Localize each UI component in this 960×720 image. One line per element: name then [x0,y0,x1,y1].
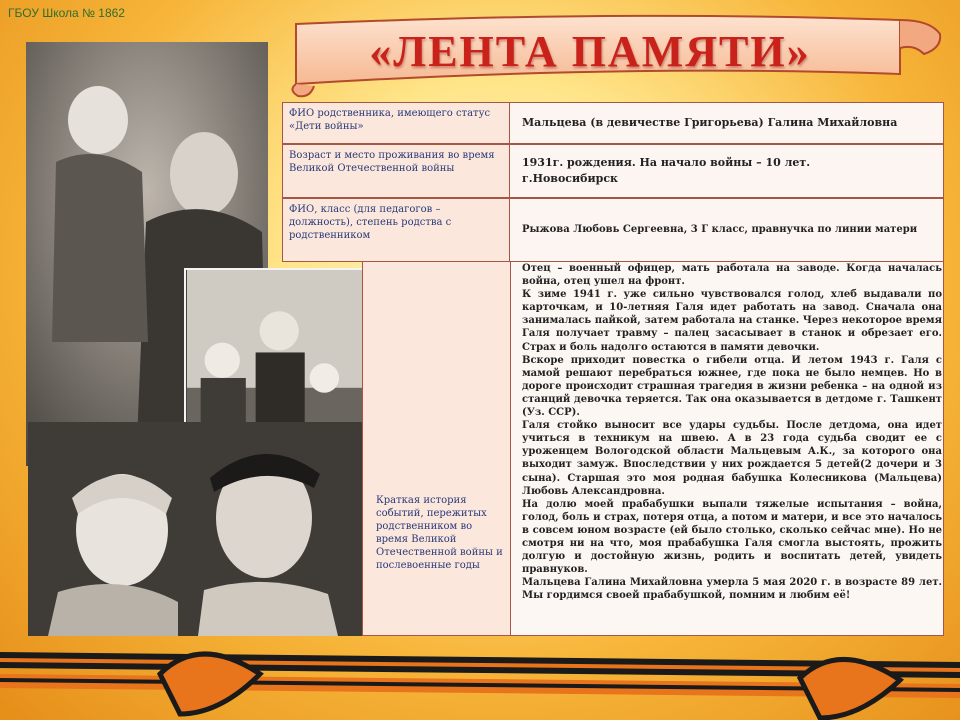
story-label: Краткая история событий, пережитых родственником во время Великой Отечественной войны и послевоенные годы [376,495,503,571]
relative-name: Мальцева (в девичестве Григорьева) Галина Михайловна [522,116,898,129]
story-text [522,262,942,602]
table-row [282,144,944,198]
table-row [282,198,944,262]
row-label: ФИО родственника, имеющего статус «Дети войны» [282,102,510,144]
story-paragraph: На долю моей прабабушки выпали тяжелые испытания – война, голод, боль и страх, потеря отца, а потом и матери, и все это началось в совсем юном возрасте (ей было столько, сколько сейчас мне). Но не смотря ни на что, моя прабабушка Галя смогла выстоять, прожить долгую и достойную жизнь, родить и воспитать детей, увидеть правнуков. [522,498,942,576]
student-info: Рыжова Любовь Сергеевна, 3 Г класс, правнучка по линии матери [522,224,918,235]
story-paragraph: Галя стойко выносит все удары судьбы. После детдома, она идет учиться в техникум на швею. А в 23 года судьба сводит ее с уроженцем Вологодской области Мальцевым А.К., за которого она выходит замуж. Впоследствии у них рождается 5 детей(2 дочери и 3 сына). Старшая это моя родная бабушка Колесникова (Мальцева) Любовь Александровна. [522,420,942,497]
photo-couple [28,422,362,636]
city: г.Новосибирск [522,172,618,185]
page-title: «ЛЕНТА ПАМЯТИ» [369,27,811,76]
table-row [282,102,944,144]
st-george-ribbon [0,634,960,720]
story-paragraph: Мальцева Галина Михайловна умерла 5 мая 2020 г. в возрасте 89 лет. Мы гордимся своей прабабушкой, помним и любим её! [522,577,942,602]
row-label: Возраст и место проживания во время Великой Отечественной войны [282,144,510,198]
story-paragraph: Вскоре приходит повестка о гибели отца. И летом 1943 г. Галя с мамой решают перебраться южнее, где пока не было немцев. Но в дороге происходит страшная трагедия в жизни ребенка – на одной из станций девочка теряется. Так она оказывается в детдоме г. Ташкент (Уз. ССР). [522,354,942,419]
birth-year: 1931г. рождения. На начало войны – 10 лет. [522,156,811,169]
row-label: ФИО, класс (для педагогов – должность), степень родства с родственником [282,198,510,262]
story-paragraph: К зиме 1941 г. уже сильно чувствовался голод, хлеб выдавали по карточкам, и 10-летняя Галя идет работать на завод. Сначала она занималась пайкой, затем работала на станке. Через некоторое время Галя получает травму – палец засасывает в станок и обрезает его. Страх и боль надолго остаются в памяти девочки. [522,289,942,353]
school-name: ГБОУ Школа № 1862 [8,6,125,20]
story-paragraph: Отец – военный офицер, мать работала на заводе. Когда началась война, отец ушел на фронт. [522,263,942,288]
story-label-cell [362,262,510,636]
